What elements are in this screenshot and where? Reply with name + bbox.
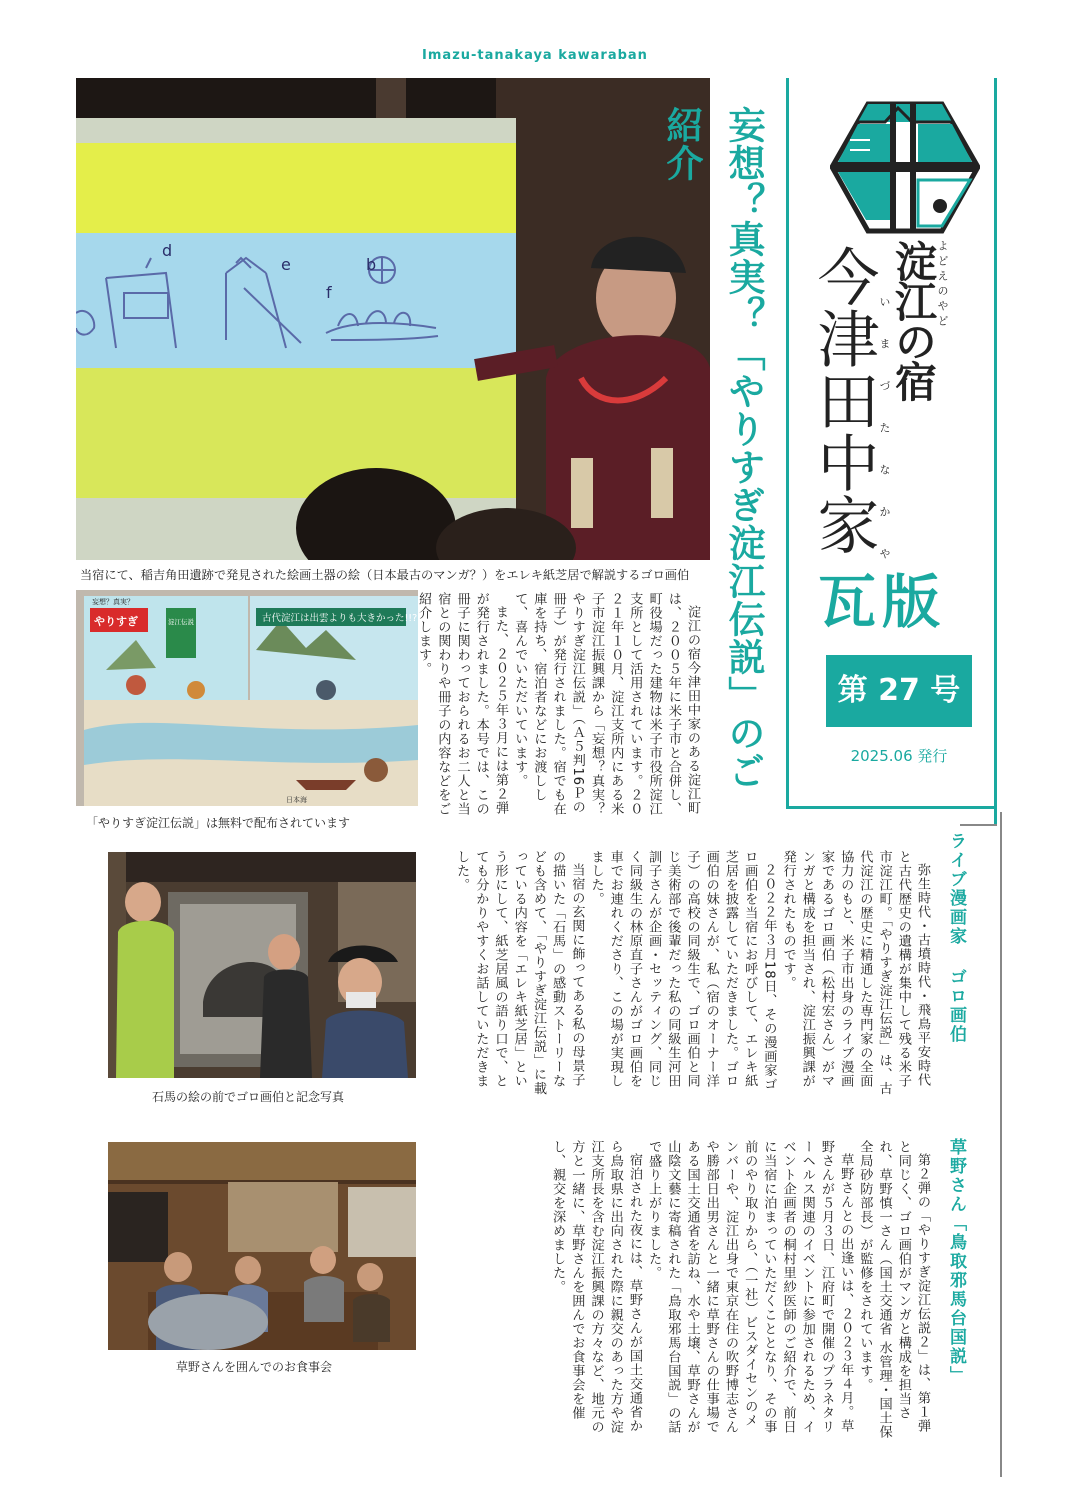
dinner-caption: 草野さんを囲んでのお食事会 (176, 1360, 333, 1374)
headline: 妄想？真実？「やりすぎ淀江伝説」のご紹介 (660, 106, 765, 790)
issue-number: 第 27 号 (837, 673, 961, 708)
stone-horse-photo (108, 852, 416, 1078)
issue-box (826, 655, 972, 727)
intro-text (416, 592, 702, 820)
dinner-photo (108, 1142, 416, 1350)
section1-paragraph-1: 弥生時代・古墳時代・飛鳥平安時代と古代歴史の遺構が集中して残る米子市淀江町。「やりすぎ淀江伝説」は、古代淀江の歴史に精通した専門家の全面協力のもと、米子市出身のライブ漫画家であるゴロ画伯（松村宏さん）がマンガと構成を担当され、淀江振興課が発行されたものです。 (780, 850, 930, 1096)
logo-frame-left (786, 78, 789, 808)
section2-paragraph-3: 宿泊された夜には、草野さんが国土交通省から鳥取県に出向された際に親交のあった方や淀江支所長を含む淀江振興課の方々など、地元の方と一緒に、草野さんを囲んでお食事会を催し、親交を深めました。 (550, 1140, 642, 1434)
section2-text (432, 1140, 932, 1440)
section-frame-side (1000, 812, 1002, 1477)
section1-paragraph-3: 当宿の玄関に飾ってある私の母景子の描いた「石馬」の感動ストーリーなども含めて、「やりすぎ淀江伝説」に載っている内容を「エレキ紙芝居」という形にして、紙芝居風の語り口で、とても分かりやすくお話していただきました。 (454, 850, 585, 1096)
booklet-tag-densetsu: 淀江伝説 (168, 618, 194, 626)
main-photo-caption: 当宿にて、稲吉角田遺跡で発見された絵画土器の絵（日本最古のマンガ？）をエレキ紙芝居で解説するゴロ画伯 (80, 568, 690, 582)
kawaraban-label: Imazu-tanakaya kawaraban (422, 48, 648, 63)
logo-frame-bottom (786, 806, 996, 809)
kawaraban-title: 瓦版 (818, 568, 947, 636)
booklet-tag-mousou: 妄想？真実？ (92, 598, 134, 606)
booklet-sea-label: 日本海 (286, 796, 307, 804)
intro-paragraph-2: また、２０２５年３月には第２弾が発行されました。本号では、この冊子に関わっておられるお二人と当宿との関わりや冊子の内容などをご紹介します。 (416, 592, 508, 816)
logo-mark (830, 100, 980, 235)
stone-horse-caption: 石馬の絵の前でゴロ画伯と記念写真 (152, 1090, 345, 1104)
logo-ruby-top: よどえのやど (936, 240, 949, 330)
logo-ruby-main: いまづたなかや (878, 296, 891, 590)
issue-date: 2025.06 発行 (850, 747, 948, 765)
sketch-label-d: d (162, 241, 173, 260)
sketch-label-f: f (326, 283, 332, 302)
logo-line1: 淀江の宿 (889, 240, 938, 400)
booklet-photo (76, 590, 418, 806)
section1-heading: ライブ漫画家 ゴロ画伯 (946, 832, 966, 1044)
section2-heading: 草野さん「鳥取邪馬台国説」 (946, 1138, 966, 1385)
section1-paragraph-2: ２０２２年３月18日、その漫画家ゴロ画伯を当宿にお呼びして、エレキ紙芝居を披露していただきました。ゴロ画伯の妹さんが、私（宿のオーナー洋子）の高校の同級生で、ゴロ画伯と同じ美術部で後輩だった私の同級生河田訓子さんが企画・セッティング、同じく同級生の林原直子さんがゴロ画伯を車でお連れくださり、この場が実現しました。 (588, 850, 777, 1092)
booklet-caption: 「やりすぎ淀江伝説」は無料で配布されています (86, 816, 351, 830)
sketch-label-b: b (366, 255, 377, 274)
section-frame-top (960, 824, 997, 826)
main-photo (76, 78, 710, 560)
booklet-tag-yarisugi: やりすぎ (94, 615, 138, 628)
section2-paragraph-2: 草野さんとの出逢いは、２０２３年４月。草野さんが５月３日、江府町で開催のプラネタリーヘルス関連のイベントに参加されるため、イベント企画者の桐村里紗医師のご紹介で、前日に当宿に泊まっていただくこととなり、その事前のやり取りから、（一社）ビスダイセンのメンバーや、淀江出身で東京在住の吹野博志さんや勝部日出男さんと一緒に草野さんの仕事場である国土交通省を訪ね、水や土壌、草野さんが山陰文藝に寄稿された「鳥取邪馬台国説」の話で盛り上がりました。 (646, 1140, 854, 1434)
section1-text (432, 850, 932, 1100)
sketch-label-e: e (281, 255, 291, 274)
logo-frame-right (994, 78, 997, 808)
section2-paragraph-1: 第２弾の「やりすぎ淀江伝説２」は、第１弾と同じく、ゴロ画伯がマンガと構成を担当され、草野慎一さん（国土交通省 水管理・国土保全局砂防部長）が監修をされています。 (857, 1140, 930, 1439)
booklet-banner: 古代淀江は出雲よりも大きかった!!? (262, 613, 418, 624)
intro-paragraph-1: 淀江の宿今津田中家のある淀江町は、２００５年に米子市と合併し、町役場だった建物は米子市役所淀江支所として活用されています。２０２１年１０月、淀江支所内にある米子市淀江振興課から「妄想？真実？やりすぎ淀江伝説」（Ａ５判16Ｐの冊子）が発行されました。宿でも在庫を持ち、宿泊者などにお渡しして、喜んでいただいています。 (512, 592, 700, 816)
logo-line2: 今津田中家 (807, 245, 880, 555)
